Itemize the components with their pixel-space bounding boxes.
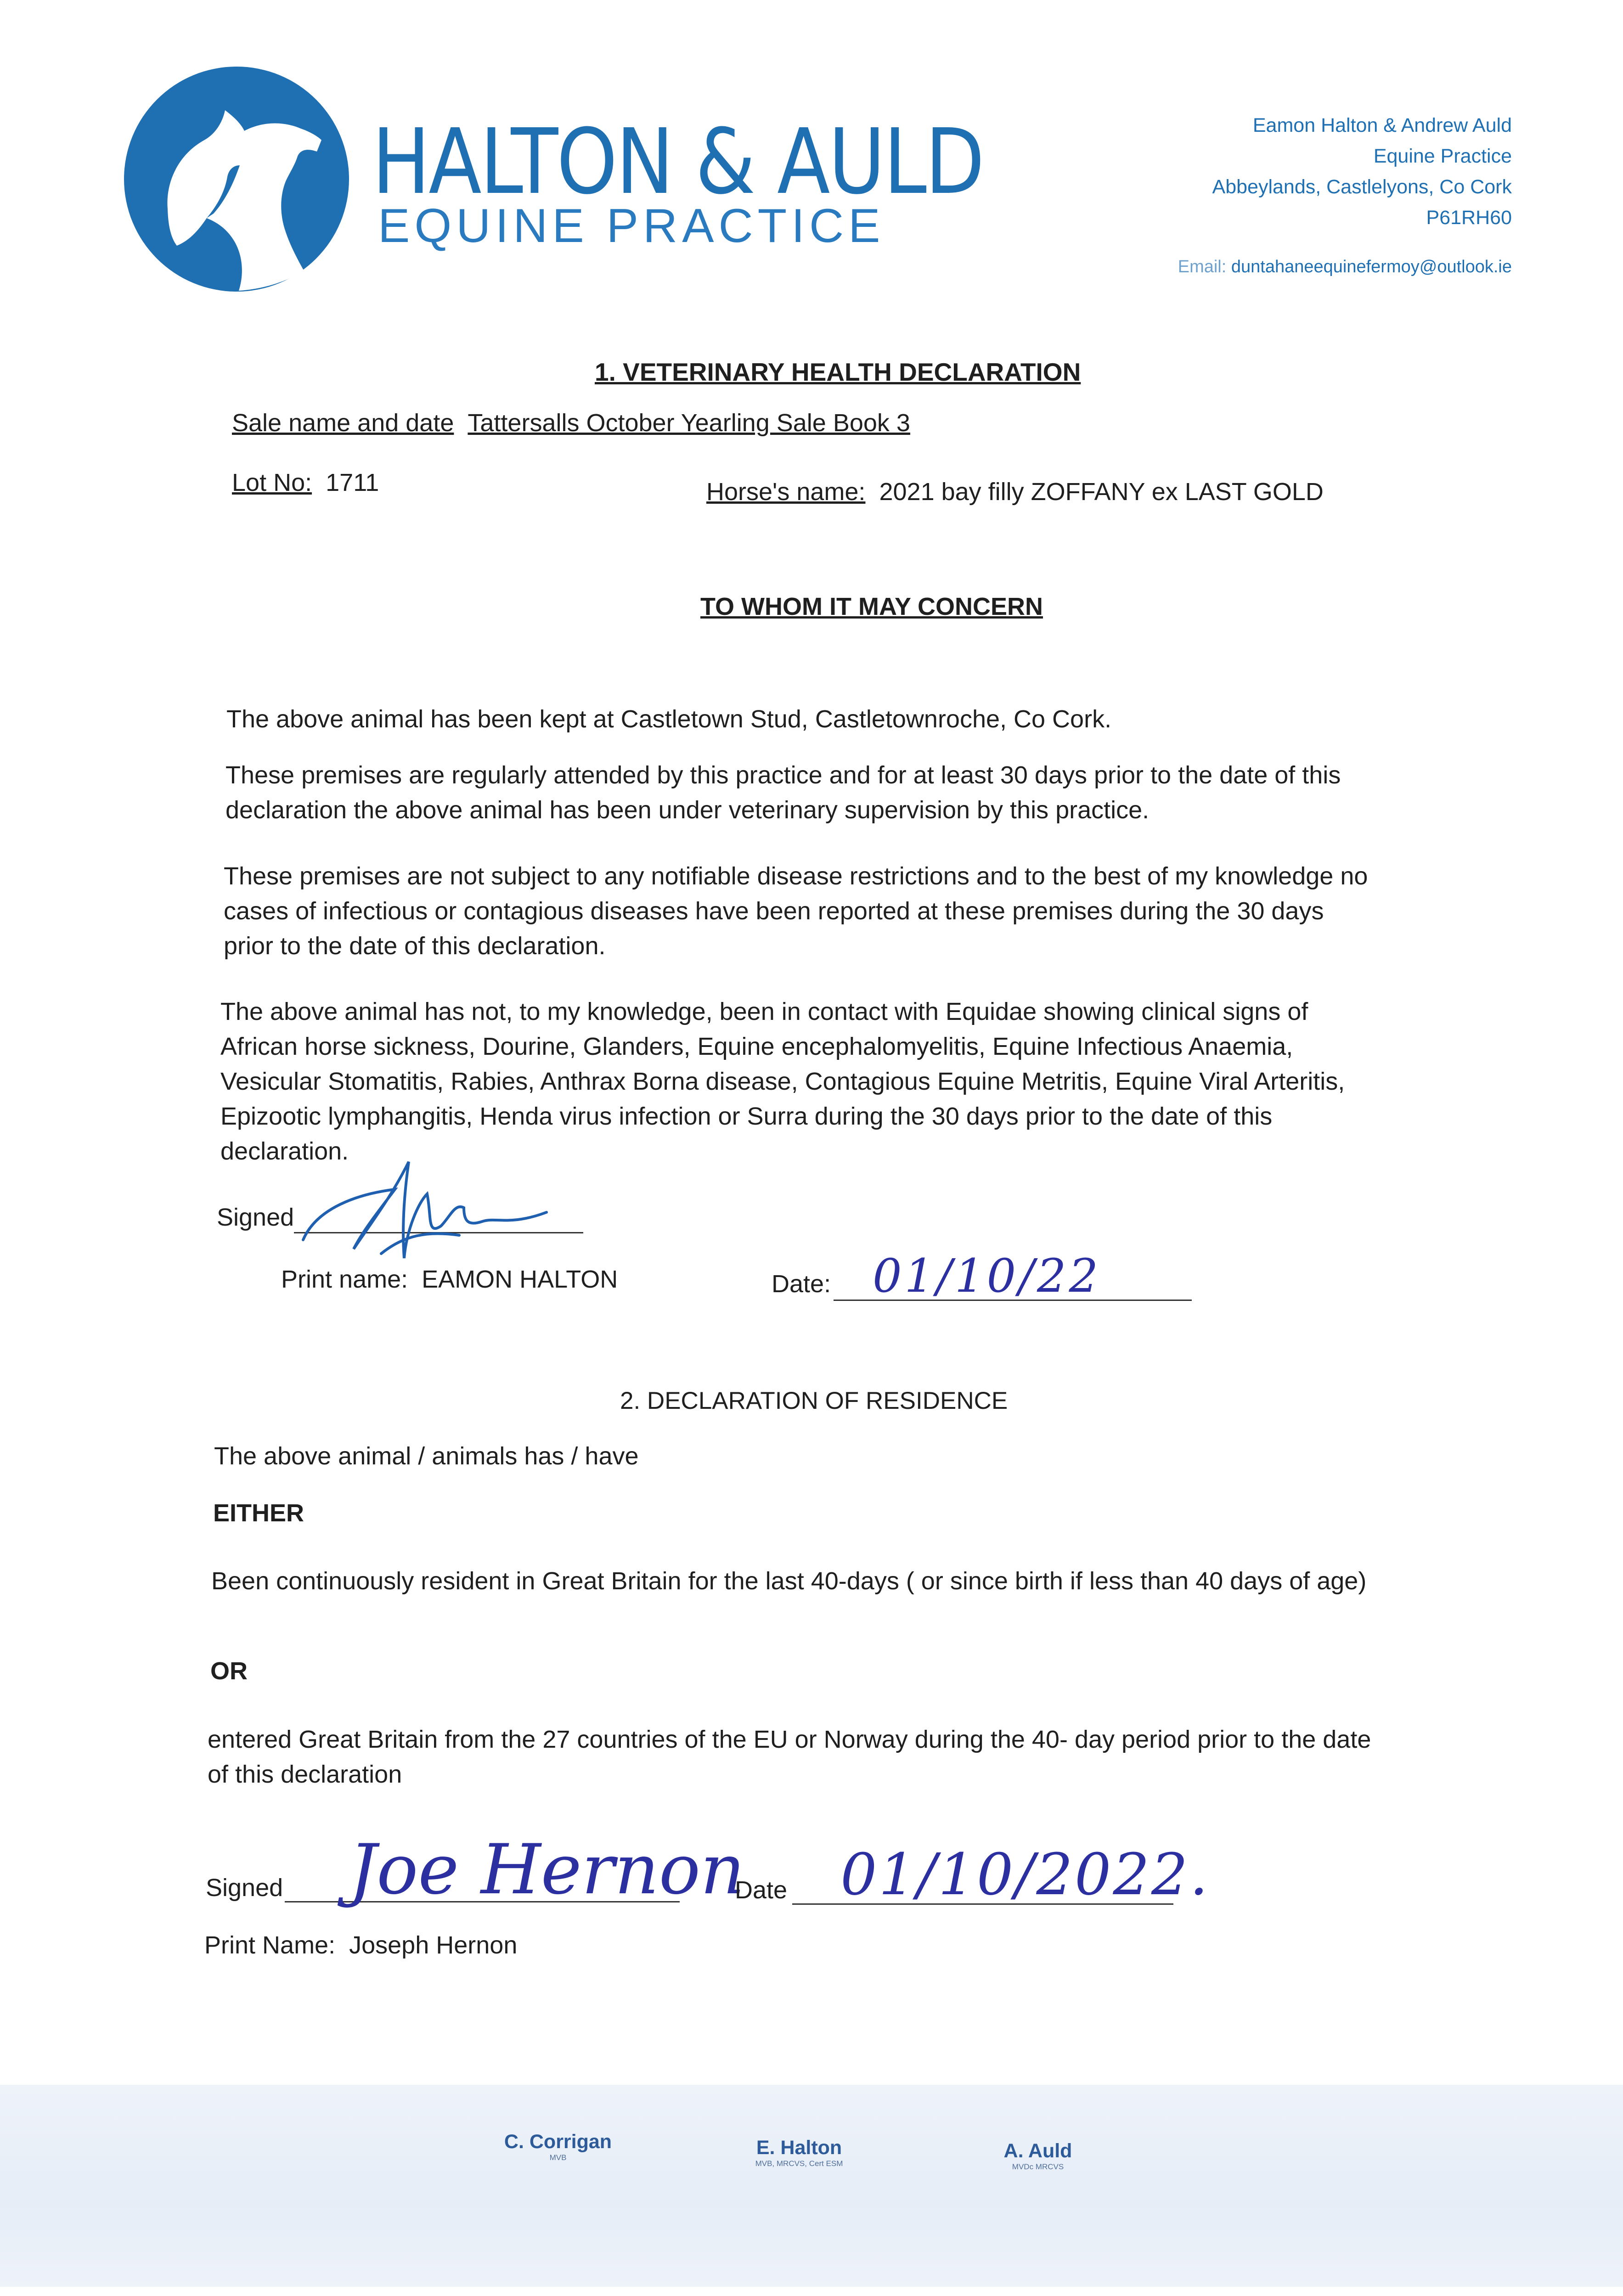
lot-label: Lot No: (232, 469, 312, 496)
footer-vet-3 (946, 2140, 1130, 2172)
paragraph-restrictions: These premises are not subject to any notifiable disease restrictions and to the best of my knowledge no cases of infectious or contagious diseases have been reported at these premises during the 30 days prior to the date of this declaration. (224, 862, 1368, 960)
section1-title: 1. VETERINARY HEALTH DECLARATION (595, 358, 1081, 386)
vet-name: A. Auld (1003, 2140, 1072, 2162)
lot-line (232, 468, 379, 497)
print-name-label: Print name: (281, 1266, 408, 1293)
signed-label-2: Signed (206, 1874, 283, 1902)
brand-title: HALTON & AULD (372, 110, 983, 214)
or-label: OR (210, 1657, 248, 1685)
email-address: duntahaneequinefermoy@outlook.ie (1231, 257, 1512, 276)
footer-vet-1 (466, 2131, 650, 2162)
email-line (1178, 257, 1512, 277)
footer-band (0, 2085, 1623, 2287)
handwritten-date-2: 01/10/2022. (840, 1841, 1210, 1908)
vet-name: E. Halton (756, 2137, 842, 2159)
horse-label: Horse's name: (706, 478, 866, 506)
print-name-value-2: Joseph Hernon (349, 1931, 518, 1959)
owner-signature: Joe Hernon (349, 1830, 745, 1910)
date-label-1: Date: (772, 1270, 831, 1298)
section2-title: 2. DECLARATION OF RESIDENCE (620, 1387, 1008, 1414)
practice-logo (124, 67, 349, 292)
horse-head-logo-icon (124, 67, 349, 292)
date-label-2: Date (735, 1876, 788, 1904)
sale-label: Sale name and date (232, 409, 454, 437)
sale-line (232, 409, 910, 437)
vet-qualifications: MVB, MRCVS, Cert ESM (755, 2159, 843, 2168)
vet-signature-icon (289, 1143, 565, 1272)
vet-qualifications: MVDc MRCVS (1012, 2162, 1064, 2171)
paragraph-contact: The above animal has not, to my knowledge, been in contact with Equidae showing clinical signs of African horse sickness, Dourine, Glanders, Equine encephalomyelitis, Equine Infectious Anaemia, Vesicular Stomatitis, Rabies, Anthrax Borna disease, Contagious Equine Metritis, Equine Viral Arteritis, Epizootic lymphangitis, Henda virus infection or Surra during the 30 days prior to the date of this declaration. (220, 998, 1345, 1165)
email-label: Email: (1178, 257, 1227, 276)
print-name-row-2 (204, 1931, 517, 1959)
print-name-label-2: Print Name: (204, 1931, 336, 1959)
horse-line (706, 478, 1324, 506)
address-line: Eamon Halton & Andrew Auld (1252, 114, 1512, 136)
brand-subtitle: EQUINE PRACTICE (378, 199, 885, 253)
horse-value: 2021 bay filly ZOFFANY ex LAST GOLD (879, 478, 1324, 506)
either-label: EITHER (213, 1499, 304, 1527)
option-resident: Been continuously resident in Great Britain for the last 40-days ( or since birth if less than 40 days of age) (211, 1567, 1367, 1595)
section2-intro: The above animal / animals has / have (214, 1442, 639, 1470)
concern-heading: TO WHOM IT MAY CONCERN (700, 593, 1043, 620)
address-line: Equine Practice (1373, 145, 1512, 167)
kept-at-prefix: The above animal has been kept at (226, 705, 614, 733)
paragraph-supervision: These premises are regularly attended by this practice and for at least 30 days prior to the date of this declaration the above animal has been under veterinary supervision by this practice. (225, 761, 1341, 824)
vet-name: C. Corrigan (504, 2131, 612, 2153)
kept-at-line (226, 705, 1111, 733)
print-name-row-1 (281, 1265, 618, 1294)
handwritten-date-1: 01/10/22 (873, 1249, 1101, 1303)
signed-label: Signed (217, 1204, 294, 1231)
sale-value: Tattersalls October Yearling Sale Book 3 (468, 409, 910, 437)
print-name-value: EAMON HALTON (422, 1266, 618, 1293)
practice-address (1212, 110, 1512, 233)
address-line: Abbeylands, Castlelyons, Co Cork (1212, 176, 1512, 198)
vet-qualifications: MVB (549, 2153, 567, 2162)
kept-at-value: Castletown Stud, Castletownroche, Co Cork. (620, 705, 1112, 733)
lot-value: 1711 (326, 469, 379, 496)
address-line: P61RH60 (1426, 207, 1512, 229)
footer-vet-2 (707, 2137, 891, 2168)
option-entered: entered Great Britain from the 27 countries of the EU or Norway during the 40- day period prior to the date of this declaration (208, 1726, 1371, 1788)
